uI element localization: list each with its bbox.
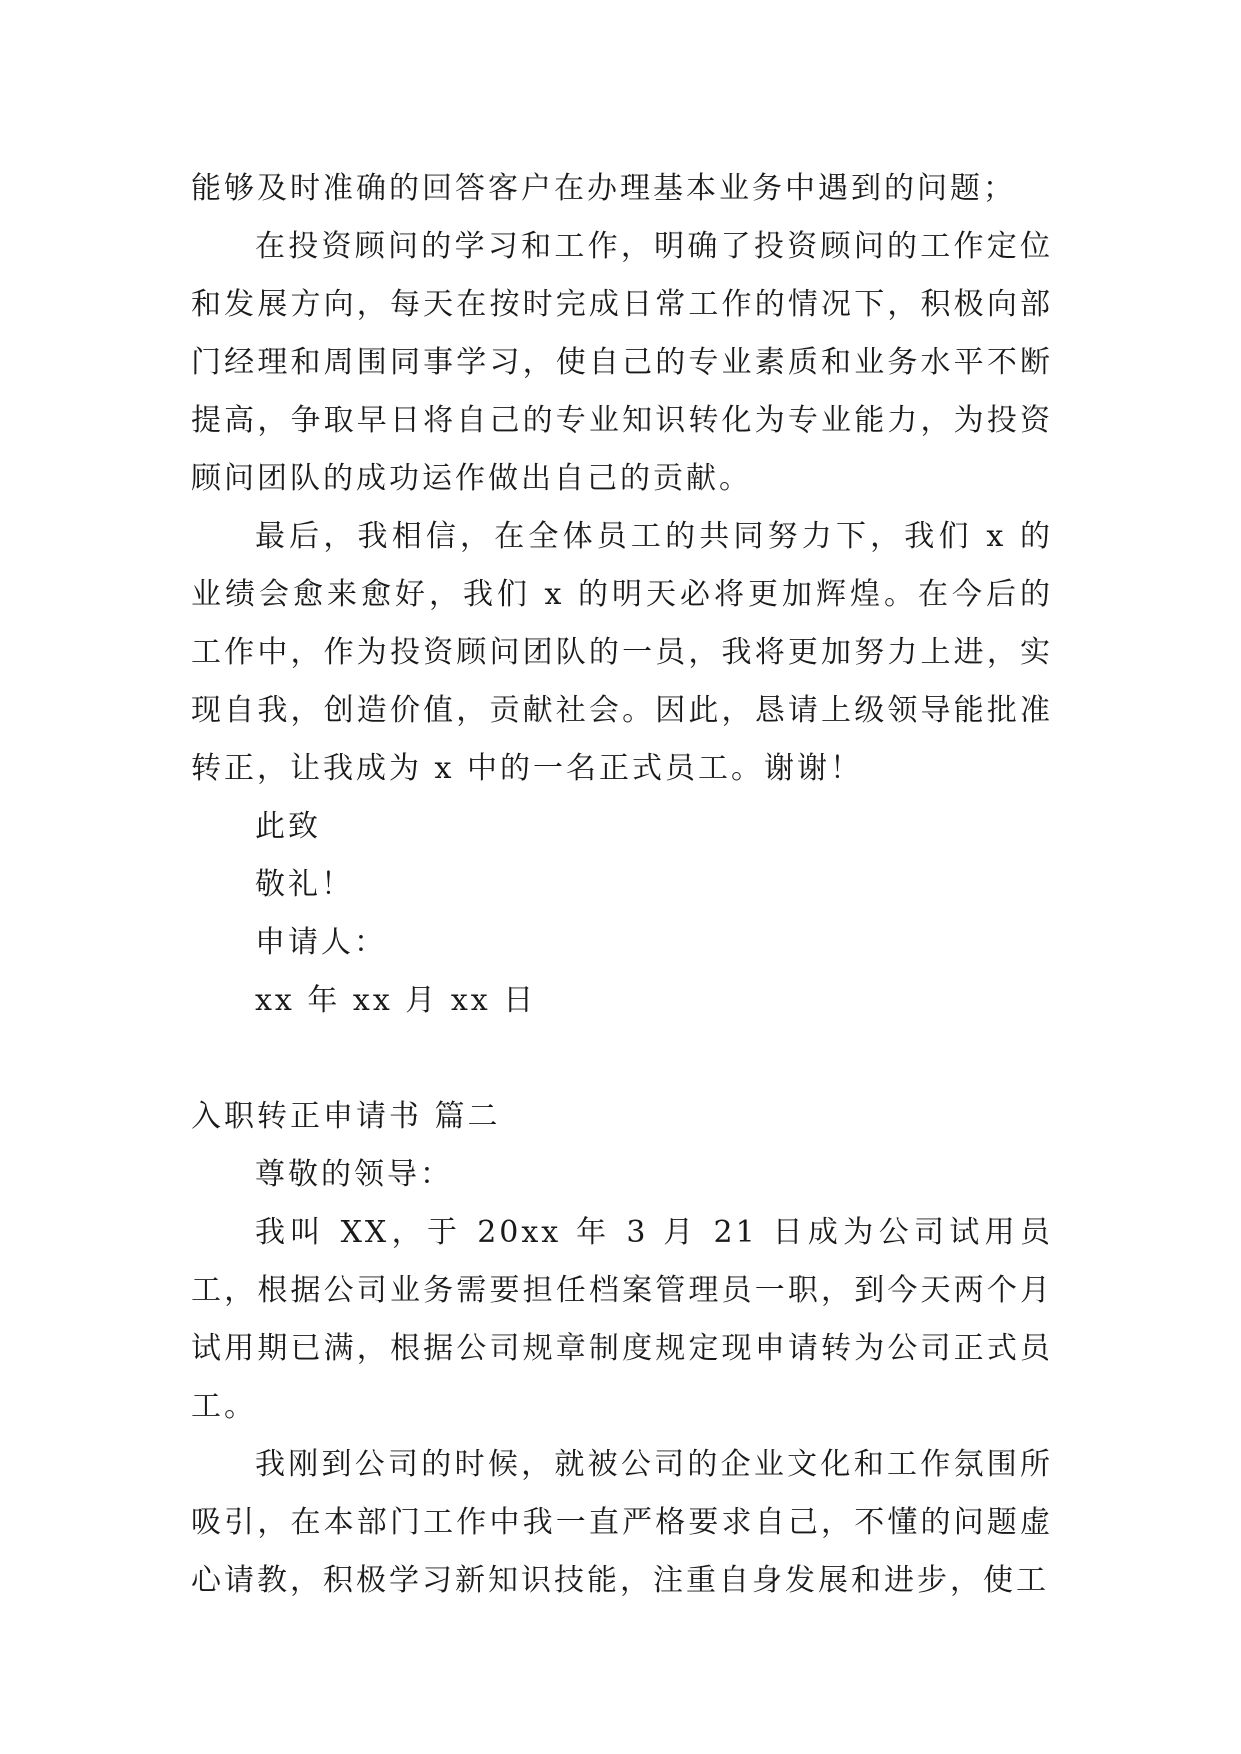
- closing-cizhi: 此致: [255, 809, 321, 844]
- paragraph-conclusion: 最后，我相信，在全体员工的共同努力下，我们 x 的业绩会愈来愈好，我们 x 的明天必将更加辉煌。在今后的工作中，作为投资顾问团队的一员，我将更加努力上进，实现自我，创造价值，贡献社会。因此，恳请上级领导能批准转正，让我成为 x 中的一名正式员工。谢谢！: [191, 519, 1053, 786]
- document-body: [191, 160, 1053, 1610]
- section-heading: 入职转正申请书 篇二: [191, 1099, 501, 1134]
- applicant-label: 申请人：: [255, 925, 387, 960]
- paragraph-introduction: 我叫 XX，于 20xx 年 3 月 21 日成为公司试用员工，根据公司业务需要担任档案管理员一职，到今天两个月试用期已满，根据公司规章制度规定现申请转为公司正式员工。: [191, 1215, 1053, 1424]
- paragraph-arrival: 我刚到公司的时候，就被公司的企业文化和工作氛围所吸引，在本部门工作中我一直严格要求自己，不懂的问题虚心请教，积极学习新知识技能，注重自身发展和进步，使工: [191, 1447, 1053, 1598]
- section-spacer: [191, 1030, 1053, 1088]
- signature-date: xx 年 xx 月 xx 日: [255, 983, 537, 1018]
- paragraph-investment-advisor: 在投资顾问的学习和工作，明确了投资顾问的工作定位和发展方向，每天在按时完成日常工作的情况下，积极向部门经理和周围同事学习，使自己的专业素质和业务水平不断提高，争取早日将自己的专业知识转化为专业能力，为投资顾问团队的成功运作做出自己的贡献。: [191, 229, 1053, 496]
- salutation: 尊敬的领导：: [255, 1157, 453, 1192]
- closing-jingli: 敬礼！: [255, 867, 354, 902]
- paragraph-customer-questions: 能够及时准确的回答客户在办理基本业务中遇到的问题；: [191, 171, 1016, 206]
